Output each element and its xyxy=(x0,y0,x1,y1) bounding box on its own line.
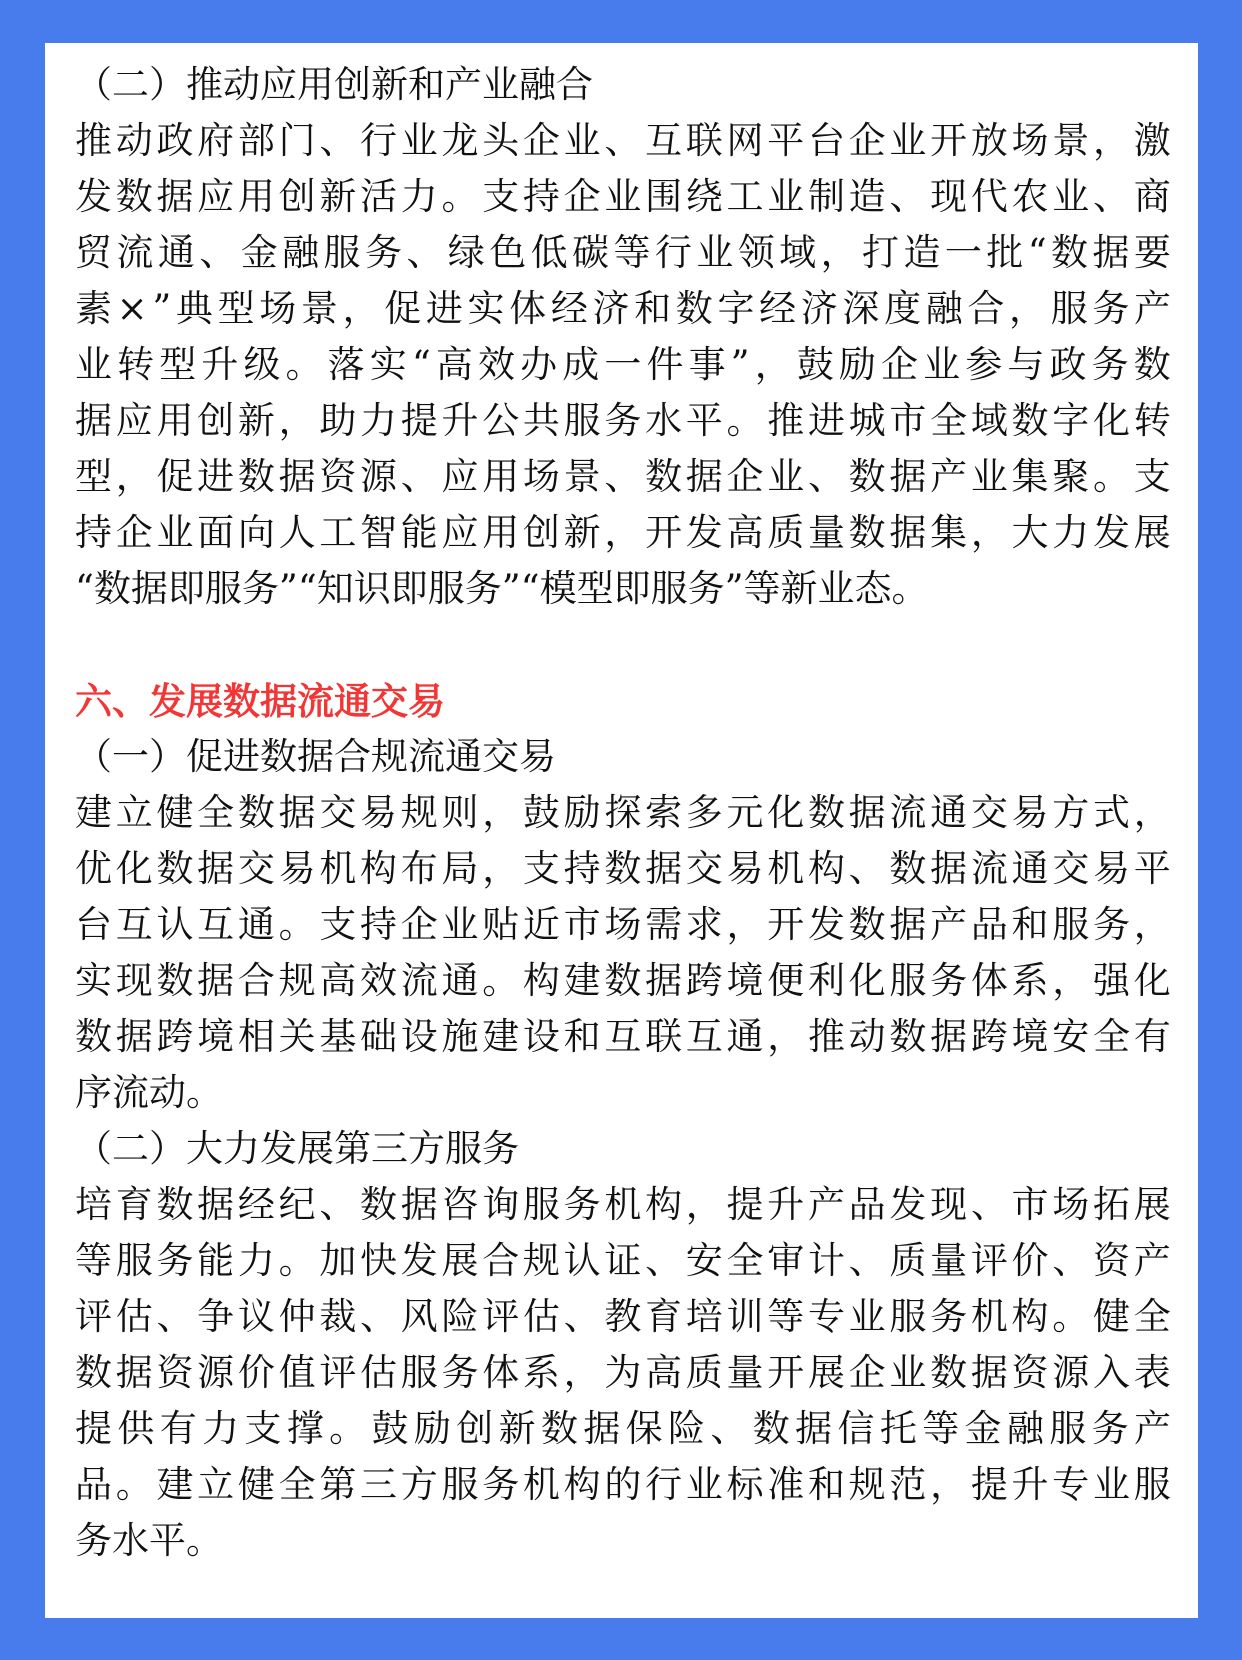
paragraph-line: 推 动 政 府 部 门 、 行 业 龙 头 企 业 、 互 联 网 平 台 企 业 开 放 场 景 ， 激 xyxy=(75,119,1171,162)
paragraph-line: “数据即服务”“知识即服务”“模型即服务”等新业态。 xyxy=(75,567,929,610)
paragraph-line: 素 × ” 典 型 场 景 ， 促 进 实 体 经 济 和 数 字 经 济 深 度 融 合 ， 服 务 产 xyxy=(75,287,1171,330)
paragraph-line: 评 估 、 争 议 仲 裁 、 风 险 评 估 、 教 育 培 训 等 专 业 服 务 机 构 。 健 全 xyxy=(75,1295,1171,1338)
paragraph xyxy=(75,1177,1171,1569)
spacer xyxy=(75,617,1171,673)
paragraph-line: 数 据 跨 境 相 关 基 础 设 施 建 设 和 互 联 互 通 ， 推 动 数 据 跨 境 安 全 有 xyxy=(75,1015,1171,1058)
paragraph-line: 持 企 业 面 向 人 工 智 能 应 用 创 新 ， 开 发 高 质 量 数 据 集 ， 大 力 发 展 xyxy=(75,511,1171,554)
paragraph-line: 贸 流 通 、 金 融 服 务 、 绿 色 低 碳 等 行 业 领 域 ， 打 造 一 批 “ 数 据 要 xyxy=(75,231,1171,274)
document-body xyxy=(75,57,1171,1569)
paragraph-line: 数 据 资 源 价 值 评 估 服 务 体 系 ， 为 高 质 量 开 展 企 业 数 据 资 源 入 表 xyxy=(75,1351,1171,1394)
paragraph xyxy=(75,113,1171,617)
paragraph-line: 序流动。 xyxy=(75,1071,223,1114)
paragraph-line: 发 数 据 应 用 创 新 活 力 。 支 持 企 业 围 绕 工 业 制 造 、 现 代 农 业 、 商 xyxy=(75,175,1171,218)
paragraph-line: 提 供 有 力 支 撑 。 鼓 励 创 新 数 据 保 险 、 数 据 信 托 等 金 融 服 务 产 xyxy=(75,1407,1171,1450)
paragraph xyxy=(75,785,1171,1121)
paragraph-line: 培 育 数 据 经 纪 、 数 据 咨 询 服 务 机 构 ， 提 升 产 品 发 现 、 市 场 拓 展 xyxy=(75,1183,1171,1226)
subsection-title: （二）推动应用创新和产业融合 xyxy=(75,63,593,106)
paragraph-line: 品 。 建 立 健 全 第 三 方 服 务 机 构 的 行 业 标 准 和 规 范 ， 提 升 专 业 服 xyxy=(75,1463,1171,1506)
paragraph-line: 业 转 型 升 级 。 落 实 “ 高 效 办 成 一 件 事 ” ， 鼓 励 企 业 参 与 政 务 数 xyxy=(75,343,1171,386)
paragraph-line: 务水平。 xyxy=(75,1519,223,1562)
paragraph-line: 优 化 数 据 交 易 机 构 布 局 ， 支 持 数 据 交 易 机 构 、 数 据 流 通 交 易 平 xyxy=(75,847,1171,890)
subsection-title: （一）促进数据合规流通交易 xyxy=(75,735,556,778)
subsection-title: （二）大力发展第三方服务 xyxy=(75,1127,519,1170)
paragraph-line: 建 立 健 全 数 据 交 易 规 则 ， 鼓 励 探 索 多 元 化 数 据 流 通 交 易 方 式 ， xyxy=(75,791,1171,834)
paragraph-line: 台 互 认 互 通 。 支 持 企 业 贴 近 市 场 需 求 ， 开 发 数 据 产 品 和 服 务 ， xyxy=(75,903,1171,946)
paragraph-line: 据 应 用 创 新 ， 助 力 提 升 公 共 服 务 水 平 。 推 进 城 市 全 域 数 字 化 转 xyxy=(75,399,1171,442)
paragraph-line: 实 现 数 据 合 规 高 效 流 通 。 构 建 数 据 跨 境 便 利 化 服 务 体 系 ， 强 化 xyxy=(75,959,1171,1002)
section-heading: 六、发展数据流通交易 xyxy=(75,679,445,723)
paragraph-line: 型 ， 促 进 数 据 资 源 、 应 用 场 景 、 数 据 企 业 、 数 据 产 业 集 聚 。 支 xyxy=(75,455,1171,498)
paragraph-line: 等 服 务 能 力 。 加 快 发 展 合 规 认 证 、 安 全 审 计 、 质 量 评 价 、 资 产 xyxy=(75,1239,1171,1282)
